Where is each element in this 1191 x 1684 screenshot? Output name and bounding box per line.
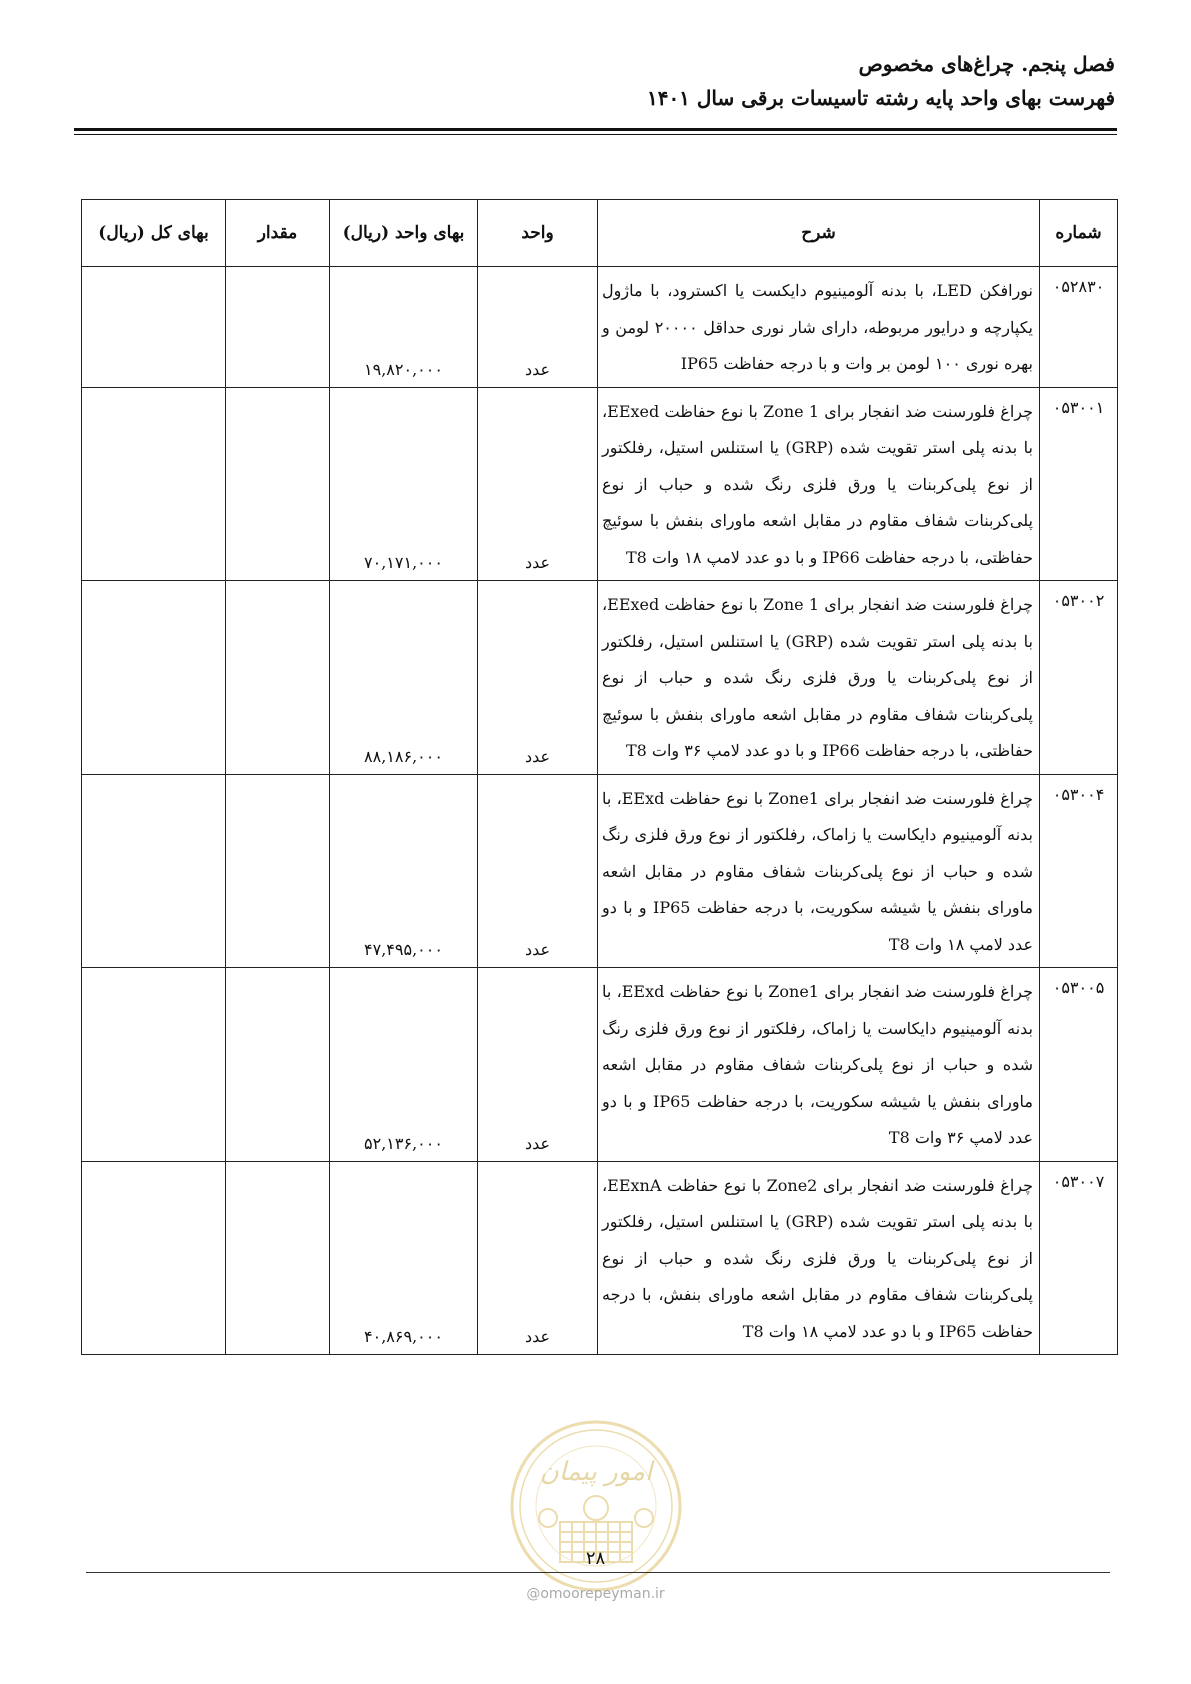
item-code: ۰۵۳۰۰۱ bbox=[1040, 387, 1118, 581]
svg-text:امور پیمان: امور پیمان bbox=[539, 1457, 653, 1487]
item-unit-price: ۵۲,۱۳۶,۰۰۰ bbox=[330, 968, 478, 1162]
item-unit-price: ۴۷,۴۹۵,۰۰۰ bbox=[330, 774, 478, 968]
item-quantity bbox=[226, 1161, 330, 1355]
page-number: ۲۸ bbox=[585, 1548, 606, 1569]
item-unit-price: ۱۹,۸۲۰,۰۰۰ bbox=[330, 267, 478, 388]
table-row bbox=[82, 1161, 1118, 1355]
item-unit: عدد bbox=[478, 1161, 598, 1355]
item-quantity bbox=[226, 581, 330, 775]
item-code: ۰۵۳۰۰۴ bbox=[1040, 774, 1118, 968]
column-header-total-price: بهای کل (ریال) bbox=[82, 200, 226, 267]
page-header bbox=[75, 52, 1115, 110]
item-total-price bbox=[82, 968, 226, 1162]
item-description: نورافکن LED، با بدنه آلومینیوم دایکست یا اکسترود، با ماژول یکپارچه و درایور مربوطه، دارای شار نوری حداقل ۲۰۰۰۰ لومن و بهره نوری ۱۰۰ لومن بر وات و با درجه حفاظت IP65 bbox=[598, 267, 1040, 388]
item-description: چراغ فلورسنت ضد انفجار برای Zone1 با نوع حفاظت EExd، با بدنه آلومینیوم دایکاست یا زاماک، رفلکتور از نوع ورق فلزی رنگ شده و حباب از نوع پلی‌کربنات شفاف مقاوم در مقابل اشعه ماورای بنفش یا شیشه سکوریت، با درجه حفاظت IP65 و با دو عدد لامپ ۱۸ وات T8 bbox=[598, 774, 1040, 968]
item-code: ۰۵۳۰۰۷ bbox=[1040, 1161, 1118, 1355]
item-code: ۰۵۳۰۰۲ bbox=[1040, 581, 1118, 775]
column-header-quantity: مقدار bbox=[226, 200, 330, 267]
item-unit-price: ۷۰,۱۷۱,۰۰۰ bbox=[330, 387, 478, 581]
item-unit: عدد bbox=[478, 581, 598, 775]
watermark-url: @omoorepeyman.ir bbox=[526, 1586, 665, 1602]
column-header-code: شماره bbox=[1040, 200, 1118, 267]
table-row bbox=[82, 387, 1118, 581]
item-total-price bbox=[82, 774, 226, 968]
item-unit-price: ۴۰,۸۶۹,۰۰۰ bbox=[330, 1161, 478, 1355]
header-rule-thick bbox=[74, 128, 1117, 131]
item-description: چراغ فلورسنت ضد انفجار برای Zone 1 با نوع حفاظت EExed، با بدنه پلی استر تقویت شده (GRP) یا استنلس استیل، رفلکتور از نوع پلی‌کربنات یا ورق فلزی رنگ شده و حباب از نوع پلی‌کربنات شفاف مقاوم در مقابل اشعه ماورای بنفش با سوئیچ حفاظتی، با درجه حفاظت IP66 و با دو عدد لامپ ۱۸ وات T8 bbox=[598, 387, 1040, 581]
item-quantity bbox=[226, 774, 330, 968]
table-header-row bbox=[82, 200, 1118, 267]
item-unit: عدد bbox=[478, 774, 598, 968]
table-row bbox=[82, 774, 1118, 968]
item-quantity bbox=[226, 968, 330, 1162]
column-header-unit: واحد bbox=[478, 200, 598, 267]
item-total-price bbox=[82, 267, 226, 388]
column-header-description: شرح bbox=[598, 200, 1040, 267]
item-unit: عدد bbox=[478, 267, 598, 388]
item-total-price bbox=[82, 387, 226, 581]
chapter-title: فصل پنجم. چراغ‌های مخصوص bbox=[858, 52, 1115, 76]
table-row bbox=[82, 968, 1118, 1162]
item-unit: عدد bbox=[478, 968, 598, 1162]
column-header-unit-price: بهای واحد (ریال) bbox=[330, 200, 478, 267]
price-table bbox=[81, 199, 1118, 1355]
item-quantity bbox=[226, 267, 330, 388]
item-description: چراغ فلورسنت ضد انفجار برای Zone1 با نوع حفاظت EExd، با بدنه آلومینیوم دایکاست یا زاماک، رفلکتور از نوع ورق فلزی رنگ شده و حباب از نوع پلی‌کربنات شفاف مقاوم در مقابل اشعه ماورای بنفش یا شیشه سکوریت، با درجه حفاظت IP65 و با دو عدد لامپ ۳۶ وات T8 bbox=[598, 968, 1040, 1162]
footer-rule bbox=[86, 1572, 1110, 1573]
item-unit-price: ۸۸,۱۸۶,۰۰۰ bbox=[330, 581, 478, 775]
item-code: ۰۵۲۸۳۰ bbox=[1040, 267, 1118, 388]
item-total-price bbox=[82, 1161, 226, 1355]
item-code: ۰۵۳۰۰۵ bbox=[1040, 968, 1118, 1162]
item-unit: عدد bbox=[478, 387, 598, 581]
item-total-price bbox=[82, 581, 226, 775]
price-list-title: فهرست بهای واحد پایه رشته تاسیسات برقی سال ۱۴۰۱ bbox=[646, 86, 1115, 110]
table-row bbox=[82, 267, 1118, 388]
item-quantity bbox=[226, 387, 330, 581]
item-description: چراغ فلورسنت ضد انفجار برای Zone 1 با نوع حفاظت EExed، با بدنه پلی استر تقویت شده (GRP) یا استنلس استیل، رفلکتور از نوع پلی‌کربنات یا ورق فلزی رنگ شده و حباب از نوع پلی‌کربنات شفاف مقاوم در مقابل اشعه ماورای بنفش با سوئیچ حفاظتی، با درجه حفاظت IP66 و با دو عدد لامپ ۳۶ وات T8 bbox=[598, 581, 1040, 775]
table-row bbox=[82, 581, 1118, 775]
item-description: چراغ فلورسنت ضد انفجار برای Zone2 با نوع حفاظت EExnA، با بدنه پلی استر تقویت شده (GRP) یا استنلس استیل، رفلکتور از نوع پلی‌کربنات یا ورق فلزی رنگ شده و حباب از نوع پلی‌کربنات شفاف مقاوم در مقابل اشعه ماورای بنفش، با درجه حفاظت IP65 و با دو عدد لامپ ۱۸ وات T8 bbox=[598, 1161, 1040, 1355]
header-rule-thin bbox=[74, 134, 1117, 135]
